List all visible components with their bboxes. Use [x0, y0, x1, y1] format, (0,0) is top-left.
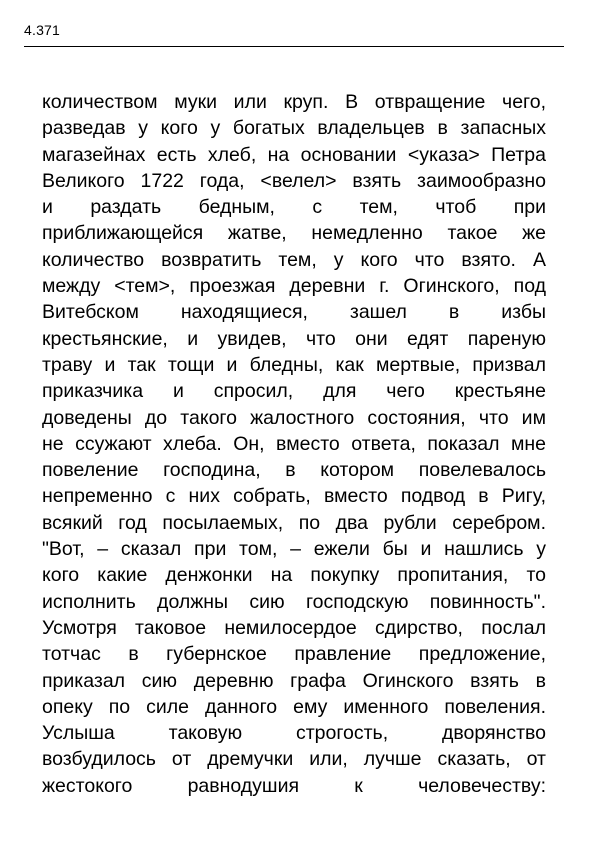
text-line: и раздать бедным, с тем, чтоб при: [42, 196, 546, 219]
text-line: Услыша таковую строгость, дворянство: [42, 722, 546, 745]
header-rule: [24, 46, 564, 47]
text-line: жестокого равнодушия к человечеству:: [42, 774, 546, 797]
text-line: Витебском находящиеся, зашел в избы: [42, 301, 546, 324]
text-line: количеством муки или круп. В отвращение чего,: [42, 91, 546, 113]
text-line: приказал сию деревню графа Огинского взять в: [42, 669, 546, 692]
text-line: доведены до такого жалостного состояния, что им: [42, 406, 546, 429]
text-line: приближающейся жатве, немедленно такое же: [42, 222, 546, 245]
text-line: повеление господина, в котором повелевалось: [42, 459, 546, 482]
text-line: количество возвратить тем, у кого что взято. А: [42, 248, 546, 271]
text-line: возбудилось от дремучки или, лучше сказать, от: [42, 748, 546, 771]
body-text: [42, 89, 546, 799]
text-line: исполнить должны сию господскую повинность".: [42, 590, 546, 613]
text-line: Великого 1722 года, <велел> взять заимообразно: [42, 169, 546, 192]
text-line: приказчика и спросил, для чего крестьяне: [42, 380, 546, 403]
text-line: крестьянские, и увидев, что они едят пареную: [42, 327, 546, 350]
text-line: магазейнах есть хлеб, на основании <указа> Петра: [42, 143, 546, 166]
text-line: Усмотря таковое немилосердое сдирство, послал: [42, 616, 546, 639]
text-line: между <тем>, проезжая деревни г. Огинского, под: [42, 275, 546, 298]
text-line: тотчас в губернское правление предложение,: [42, 643, 546, 666]
page-number: 4.371: [24, 22, 61, 38]
text-line: всякий год посылаемых, по два рубли серебром.: [42, 511, 546, 534]
text-line: траву и так тощи и бледны, как мертвые, призвал: [42, 353, 546, 376]
text-line: "Вот, – сказал при том, – ежели бы и нашлись у: [42, 538, 546, 561]
text-line: непременно с них собрать, вместо подвод в Ригу,: [42, 485, 546, 508]
text-line: не ссужают хлеба. Он, вместо ответа, показал мне: [42, 432, 546, 455]
text-line: разведав у кого у богатых владельцев в запасных: [42, 117, 546, 140]
text-line: опеку по силе данного ему именного повеления.: [42, 695, 546, 718]
text-line: кого какие денжонки на покупку пропитания, то: [42, 564, 546, 587]
